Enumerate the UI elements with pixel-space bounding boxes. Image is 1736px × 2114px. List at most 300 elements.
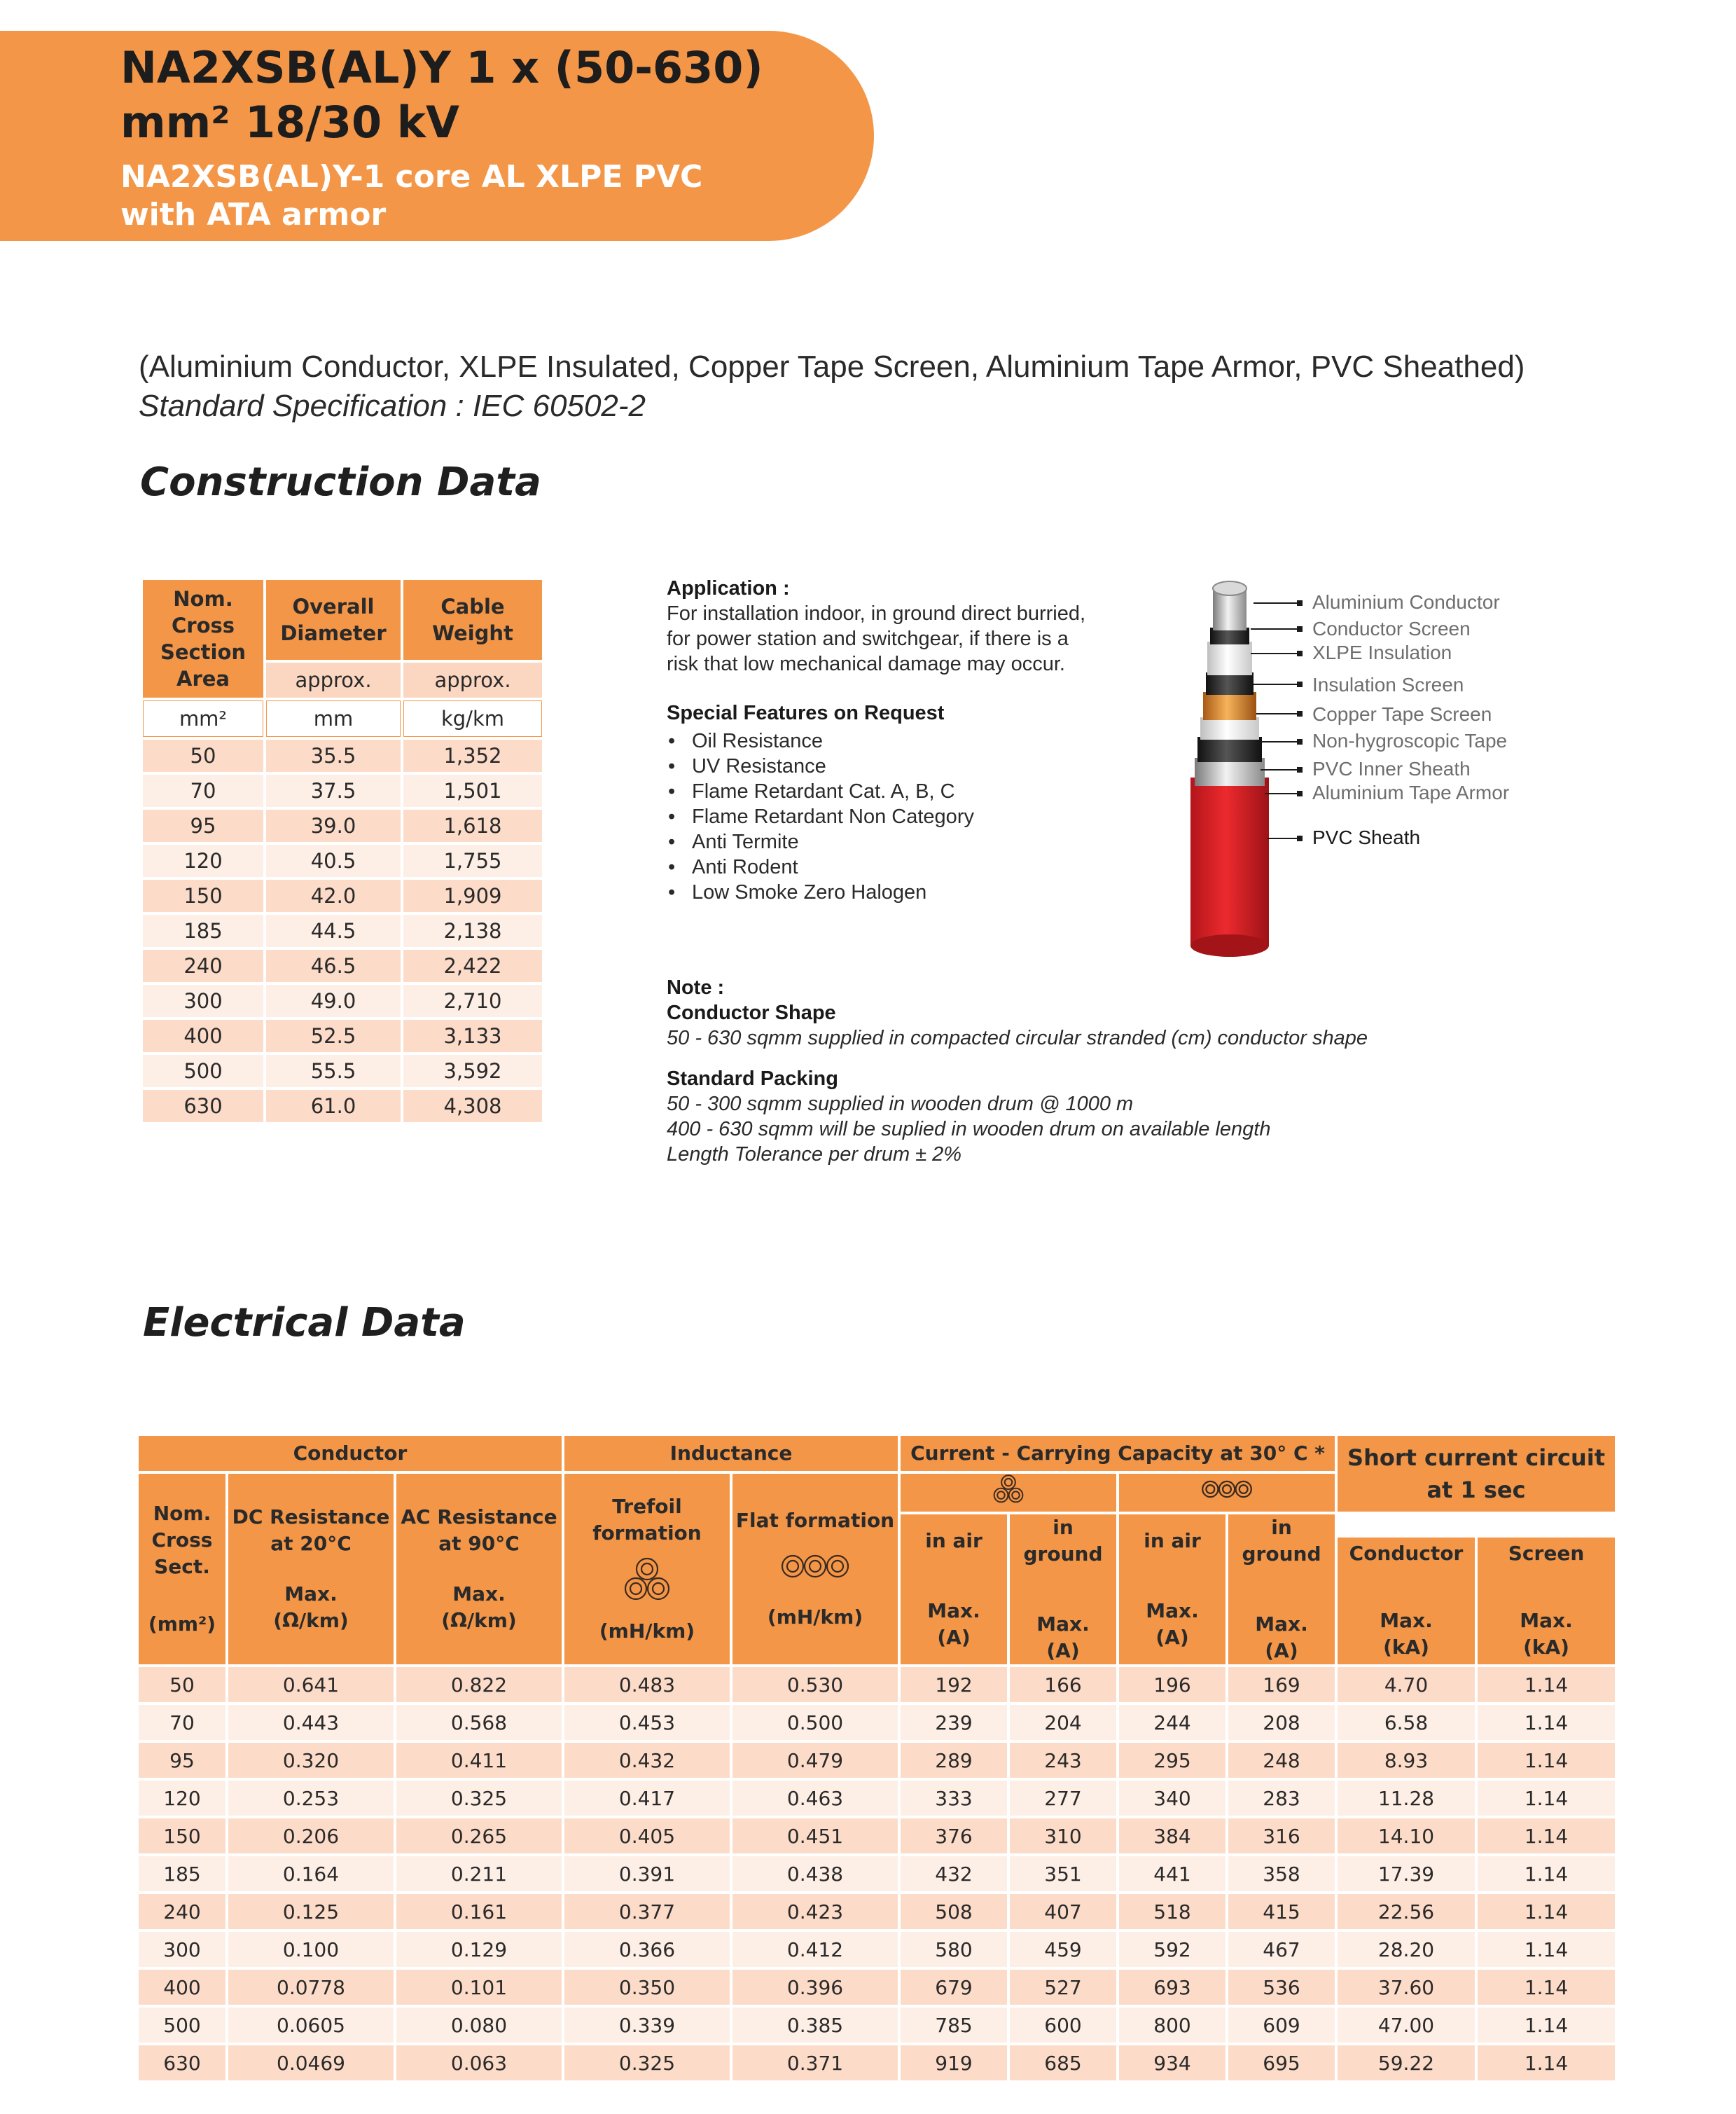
header-weight: Cable Weight xyxy=(403,580,542,660)
header-flat-in-ground xyxy=(1228,1514,1335,1664)
table-cell: 0.0605 xyxy=(228,2008,394,2043)
table-cell: 44.5 xyxy=(266,915,401,947)
header-in-air-label: in air xyxy=(925,1529,982,1552)
table-cell: 95 xyxy=(139,1743,225,1778)
table-cell: 500 xyxy=(143,1055,263,1087)
header-ac-label: AC Resistance at 90°C xyxy=(401,1505,557,1555)
flat-formation-small-icon xyxy=(1201,1479,1253,1500)
capacity-flat-group xyxy=(1119,1474,1335,1512)
table-row xyxy=(139,1970,1615,2005)
table-cell: 6.58 xyxy=(1338,1705,1475,1740)
header-a-unit: (A) xyxy=(1155,1626,1189,1649)
conductor-shape-text: 50 - 630 sqmm supplied in compacted circular stranded (cm) conductor shape xyxy=(667,1027,1368,1049)
standard-specification: Standard Specification : IEC 60502-2 xyxy=(139,389,646,423)
header-dc-unit: (Ω/km) xyxy=(273,1609,349,1632)
table-cell: 1,618 xyxy=(403,810,542,842)
table-cell: 800 xyxy=(1119,2008,1225,2043)
table-row xyxy=(143,880,542,912)
table-cell: 37.60 xyxy=(1338,1970,1475,2005)
table-cell: 204 xyxy=(1010,1705,1116,1740)
unit-cross-section: mm² xyxy=(143,700,263,737)
group-short-circuit: Short current circuit at 1 sec xyxy=(1338,1436,1615,1512)
table-cell: 1.14 xyxy=(1478,1856,1615,1891)
table-cell: 11.28 xyxy=(1338,1781,1475,1816)
table-cell: 8.93 xyxy=(1338,1743,1475,1778)
page-title: NA2XSB(AL)Y 1 x (50-630) xyxy=(120,42,763,93)
table-cell: 0.101 xyxy=(396,1970,562,2005)
table-cell: 1.14 xyxy=(1478,1705,1615,1740)
table-row xyxy=(139,2045,1615,2080)
table-cell: 39.0 xyxy=(266,810,401,842)
application-line: For installation indoor, in ground direct burried, xyxy=(667,602,1086,625)
table-cell: 28.20 xyxy=(1338,1932,1475,1967)
layer-label: Aluminium Tape Armor xyxy=(1312,782,1510,803)
table-cell: 0.320 xyxy=(228,1743,394,1778)
table-cell: 0.129 xyxy=(396,1932,562,1967)
layer-label: PVC Inner Sheath xyxy=(1312,758,1471,780)
table-cell: 0.325 xyxy=(564,2045,730,2080)
header-screen-label: Screen xyxy=(1508,1542,1585,1566)
table-cell: 0.0778 xyxy=(228,1970,394,2005)
table-row xyxy=(139,1856,1615,1891)
layer-label: XLPE Insulation xyxy=(1312,642,1452,663)
special-features-section xyxy=(667,700,1171,905)
construction-rows xyxy=(143,740,542,1122)
header-trefoil xyxy=(564,1474,730,1664)
table-cell: 61.0 xyxy=(266,1090,401,1122)
header-short-conductor xyxy=(1338,1538,1475,1664)
feature-item: • UV Resistance xyxy=(667,754,1171,779)
header-a-unit: (A) xyxy=(1046,1639,1080,1662)
header-ac-max: Max. xyxy=(452,1582,506,1605)
table-cell: 0.253 xyxy=(228,1781,394,1816)
header-a-unit: (A) xyxy=(1265,1639,1298,1662)
table-cell: 695 xyxy=(1228,2045,1335,2080)
table-cell: 376 xyxy=(901,1818,1007,1853)
table-cell: 0.385 xyxy=(732,2008,898,2043)
table-cell: 49.0 xyxy=(266,985,401,1017)
table-cell: 2,710 xyxy=(403,985,542,1017)
table-cell: 0.265 xyxy=(396,1818,562,1853)
table-cell: 283 xyxy=(1228,1781,1335,1816)
table-cell: 0.500 xyxy=(732,1705,898,1740)
table-cell: 0.206 xyxy=(228,1818,394,1853)
table-cell: 0.423 xyxy=(732,1894,898,1929)
table-cell: 50 xyxy=(143,740,263,772)
leader-dot xyxy=(1297,626,1303,632)
table-cell: 536 xyxy=(1228,1970,1335,2005)
page-subtitle-line2: with ATA armor xyxy=(120,197,387,233)
electrical-rows xyxy=(139,1667,1615,2080)
table-row xyxy=(143,1055,542,1087)
header-ka-unit: (kA) xyxy=(1523,1636,1569,1659)
header-flat xyxy=(732,1474,898,1664)
table-cell: 14.10 xyxy=(1338,1818,1475,1853)
packing-line: 400 - 630 sqmm will be suplied in wooden drum on available length xyxy=(667,1118,1271,1140)
table-cell: 0.325 xyxy=(396,1781,562,1816)
leader-dot xyxy=(1297,739,1303,745)
table-cell: 333 xyxy=(901,1781,1007,1816)
layer-label: PVC Sheath xyxy=(1312,827,1421,848)
table-cell: 2,138 xyxy=(403,915,542,947)
table-cell: 0.391 xyxy=(564,1856,730,1891)
table-cell: 459 xyxy=(1010,1932,1116,1967)
table-cell: 0.063 xyxy=(396,2045,562,2080)
weight-approx: approx. xyxy=(403,663,542,698)
electrical-table xyxy=(136,1433,1618,2083)
table-cell: 1.14 xyxy=(1478,1743,1615,1778)
leader-line xyxy=(1261,769,1301,771)
header-max: Max. xyxy=(1146,1599,1199,1622)
table-cell: 40.5 xyxy=(266,845,401,877)
table-cell: 580 xyxy=(901,1932,1007,1967)
header-flat-in-air xyxy=(1119,1514,1225,1664)
leader-line xyxy=(1256,713,1301,714)
header-max: Max. xyxy=(1520,1609,1573,1633)
leader-line xyxy=(1261,741,1301,742)
header-ac-unit: (Ω/km) xyxy=(441,1609,517,1632)
leader-line xyxy=(1254,684,1301,685)
leader-dot xyxy=(1297,682,1303,687)
flat-formation-icon xyxy=(780,1552,850,1580)
conductor-shape-title: Conductor Shape xyxy=(667,1002,836,1024)
header-in-air-label: in air xyxy=(1144,1529,1201,1552)
table-cell: 527 xyxy=(1010,1970,1116,2005)
table-cell: 1.14 xyxy=(1478,2045,1615,2080)
table-cell: 70 xyxy=(143,775,263,807)
table-cell: 0.451 xyxy=(732,1818,898,1853)
table-cell: 277 xyxy=(1010,1781,1116,1816)
feature-item: • Low Smoke Zero Halogen xyxy=(667,880,1171,905)
layer-label: Conductor Screen xyxy=(1312,618,1471,640)
table-cell: 3,592 xyxy=(403,1055,542,1087)
header-max: Max. xyxy=(1255,1612,1308,1636)
unit-weight: kg/km xyxy=(403,700,542,737)
leader-line xyxy=(1251,628,1301,630)
header-cross-section: Nom. Cross Section Area xyxy=(143,580,263,698)
table-cell: 185 xyxy=(139,1856,225,1891)
xlpe-insulation-layer xyxy=(1207,642,1252,675)
standard-packing-title: Standard Packing xyxy=(667,1068,838,1090)
leader-dot xyxy=(1297,791,1303,796)
table-cell: 0.411 xyxy=(396,1743,562,1778)
table-cell: 169 xyxy=(1228,1667,1335,1702)
table-row xyxy=(139,1743,1615,1778)
capacity-trefoil-group xyxy=(901,1474,1116,1512)
copper-tape-screen-layer xyxy=(1203,692,1256,720)
header-dc-max: Max. xyxy=(284,1582,338,1605)
table-cell: 0.483 xyxy=(564,1667,730,1702)
description-text: (Aluminium Conductor, XLPE Insulated, Copper Tape Screen, Aluminium Tape Armor, PVC Sheathed) xyxy=(139,350,1525,384)
table-cell: 22.56 xyxy=(1338,1894,1475,1929)
notes-section xyxy=(667,975,1577,1167)
table-cell: 248 xyxy=(1228,1743,1335,1778)
header-in-ground-label: in ground xyxy=(1023,1516,1103,1566)
header-spacer xyxy=(1338,1514,1615,1535)
table-cell: 240 xyxy=(143,950,263,982)
table-cell: 47.00 xyxy=(1338,2008,1475,2043)
insulation-screen-layer xyxy=(1206,672,1254,695)
special-features-title: Special Features on Request xyxy=(667,702,945,724)
table-cell: 351 xyxy=(1010,1856,1116,1891)
table-cell: 310 xyxy=(1010,1818,1116,1853)
table-cell: 289 xyxy=(901,1743,1007,1778)
table-cell: 518 xyxy=(1119,1894,1225,1929)
table-cell: 120 xyxy=(139,1781,225,1816)
table-cell: 295 xyxy=(1119,1743,1225,1778)
table-cell: 1.14 xyxy=(1478,1894,1615,1929)
feature-item: • Oil Resistance xyxy=(667,728,1171,754)
table-cell: 1.14 xyxy=(1478,1932,1615,1967)
table-cell: 120 xyxy=(143,845,263,877)
table-cell: 0.339 xyxy=(564,2008,730,2043)
header-trefoil-unit: (mH/km) xyxy=(599,1619,695,1643)
table-cell: 0.568 xyxy=(396,1705,562,1740)
table-cell: 0.350 xyxy=(564,1970,730,2005)
table-cell: 500 xyxy=(139,2008,225,2043)
table-cell: 600 xyxy=(1010,2008,1116,2043)
table-cell: 208 xyxy=(1228,1705,1335,1740)
table-row xyxy=(139,1667,1615,1702)
diameter-approx: approx. xyxy=(266,663,401,698)
group-inductance: Inductance xyxy=(564,1436,898,1471)
table-cell: 2,422 xyxy=(403,950,542,982)
table-cell: 919 xyxy=(901,2045,1007,2080)
table-row xyxy=(139,1932,1615,1967)
pvc-sheath-layer xyxy=(1190,778,1269,946)
table-cell: 4,308 xyxy=(403,1090,542,1122)
table-cell: 1,909 xyxy=(403,880,542,912)
header-dc-label: DC Resistance at 20°C xyxy=(232,1505,390,1555)
table-cell: 0.412 xyxy=(732,1932,898,1967)
table-cell: 400 xyxy=(139,1970,225,2005)
table-cell: 1.14 xyxy=(1478,1781,1615,1816)
table-row xyxy=(139,2008,1615,2043)
table-cell: 0.432 xyxy=(564,1743,730,1778)
table-cell: 0.0469 xyxy=(228,2045,394,2080)
table-cell: 300 xyxy=(139,1932,225,1967)
header-max: Max. xyxy=(927,1599,980,1622)
table-cell: 52.5 xyxy=(266,1020,401,1052)
header-trefoil-label: Trefoil formation xyxy=(592,1495,702,1545)
table-cell: 1.14 xyxy=(1478,2008,1615,2043)
application-section xyxy=(667,576,1171,677)
table-cell: 0.161 xyxy=(396,1894,562,1929)
leader-dot xyxy=(1297,767,1303,773)
table-cell: 17.39 xyxy=(1338,1856,1475,1891)
table-cell: 400 xyxy=(143,1020,263,1052)
table-cell: 609 xyxy=(1228,2008,1335,2043)
table-cell: 508 xyxy=(901,1894,1007,1929)
note-title: Note : xyxy=(667,976,725,999)
table-cell: 95 xyxy=(143,810,263,842)
table-cell: 0.641 xyxy=(228,1667,394,1702)
table-cell: 37.5 xyxy=(266,775,401,807)
table-cell: 0.417 xyxy=(564,1781,730,1816)
table-row xyxy=(143,915,542,947)
header-max: Max. xyxy=(1036,1612,1090,1636)
header-in-ground-label: in ground xyxy=(1242,1516,1321,1566)
header-max: Max. xyxy=(1380,1609,1433,1633)
header-nom-unit: (mm²) xyxy=(148,1612,216,1636)
table-cell: 358 xyxy=(1228,1856,1335,1891)
table-cell: 50 xyxy=(139,1667,225,1702)
header-ka-unit: (kA) xyxy=(1383,1636,1429,1659)
header-short-screen xyxy=(1478,1538,1615,1664)
table-cell: 432 xyxy=(901,1856,1007,1891)
table-cell: 243 xyxy=(1010,1743,1116,1778)
leader-dot xyxy=(1297,836,1303,841)
page-subtitle: NA2XSB(AL)Y-1 core AL XLPE PVC xyxy=(120,159,703,195)
table-cell: 0.453 xyxy=(564,1705,730,1740)
table-cell: 55.5 xyxy=(266,1055,401,1087)
table-row xyxy=(143,1020,542,1052)
table-cell: 244 xyxy=(1119,1705,1225,1740)
table-row xyxy=(143,845,542,877)
table-cell: 35.5 xyxy=(266,740,401,772)
table-cell: 1.14 xyxy=(1478,1667,1615,1702)
table-row xyxy=(139,1705,1615,1740)
table-cell: 46.5 xyxy=(266,950,401,982)
page-title-line2: mm² 18/30 kV xyxy=(120,97,459,148)
table-cell: 407 xyxy=(1010,1894,1116,1929)
table-cell: 0.125 xyxy=(228,1894,394,1929)
table-cell: 70 xyxy=(139,1705,225,1740)
table-row xyxy=(139,1894,1615,1929)
trefoil-formation-icon xyxy=(623,1556,672,1603)
table-cell: 42.0 xyxy=(266,880,401,912)
leader-line xyxy=(1265,793,1301,794)
table-row xyxy=(143,775,542,807)
leader-dot xyxy=(1297,600,1303,606)
header-trefoil-in-ground xyxy=(1010,1514,1116,1664)
table-cell: 0.530 xyxy=(732,1667,898,1702)
header-diameter: Overall Diameter xyxy=(266,580,401,660)
leader-line xyxy=(1251,653,1301,654)
table-cell: 0.405 xyxy=(564,1818,730,1853)
table-cell: 239 xyxy=(901,1705,1007,1740)
table-cell: 467 xyxy=(1228,1932,1335,1967)
header-nom-label: Nom. Cross Sect. xyxy=(151,1502,213,1578)
table-cell: 685 xyxy=(1010,2045,1116,2080)
layer-label: Aluminium Conductor xyxy=(1312,591,1500,613)
cable-cross-section-illustration xyxy=(1183,574,1310,967)
application-line: risk that low mechanical damage may occur. xyxy=(667,653,1065,675)
table-cell: 0.211 xyxy=(396,1856,562,1891)
table-cell: 166 xyxy=(1010,1667,1116,1702)
table-row xyxy=(143,740,542,772)
table-cell: 240 xyxy=(139,1894,225,1929)
feature-item: • Anti Termite xyxy=(667,829,1171,855)
application-line: for power station and switchgear, if there is a xyxy=(667,628,1069,650)
table-cell: 934 xyxy=(1119,2045,1225,2080)
table-cell: 185 xyxy=(143,915,263,947)
layer-label: Insulation Screen xyxy=(1312,674,1464,696)
table-cell: 59.22 xyxy=(1338,2045,1475,2080)
table-cell: 0.377 xyxy=(564,1894,730,1929)
table-cell: 0.371 xyxy=(732,2045,898,2080)
table-cell: 693 xyxy=(1119,1970,1225,2005)
table-cell: 0.396 xyxy=(732,1970,898,2005)
table-cell: 192 xyxy=(901,1667,1007,1702)
table-cell: 384 xyxy=(1119,1818,1225,1853)
table-cell: 1,501 xyxy=(403,775,542,807)
table-cell: 1.14 xyxy=(1478,1818,1615,1853)
feature-item: • Flame Retardant Non Category xyxy=(667,804,1171,829)
table-row xyxy=(143,1090,542,1122)
construction-heading: Construction Data xyxy=(140,460,541,505)
header-conductor-label: Conductor xyxy=(1349,1542,1464,1566)
header-nom-cross-sect xyxy=(139,1474,225,1664)
header-dc-resistance xyxy=(228,1474,394,1664)
table-cell: 630 xyxy=(139,2045,225,2080)
table-cell: 441 xyxy=(1119,1856,1225,1891)
header-trefoil-in-air xyxy=(901,1514,1007,1664)
table-cell: 0.164 xyxy=(228,1856,394,1891)
table-cell: 0.479 xyxy=(732,1743,898,1778)
group-current-capacity: Current - Carrying Capacity at 30° C * xyxy=(901,1436,1335,1471)
table-cell: 316 xyxy=(1228,1818,1335,1853)
product-description xyxy=(139,347,1539,426)
table-cell: 679 xyxy=(901,1970,1007,2005)
trefoil-formation-small-icon xyxy=(992,1474,1025,1505)
table-cell: 0.463 xyxy=(732,1781,898,1816)
electrical-heading: Electrical Data xyxy=(143,1300,466,1346)
table-cell: 0.080 xyxy=(396,2008,562,2043)
leader-dot xyxy=(1297,651,1303,656)
leader-line xyxy=(1268,838,1301,839)
feature-item: • Flame Retardant Cat. A, B, C xyxy=(667,779,1171,804)
table-cell: 1,352 xyxy=(403,740,542,772)
table-cell: 415 xyxy=(1228,1894,1335,1929)
table-row xyxy=(143,810,542,842)
feature-item: • Anti Rodent xyxy=(667,855,1171,880)
pvc-inner-sheath-layer xyxy=(1197,737,1262,762)
table-cell: 0.443 xyxy=(228,1705,394,1740)
table-row xyxy=(139,1818,1615,1853)
group-conductor: Conductor xyxy=(139,1436,562,1471)
header-flat-label: Flat formation xyxy=(735,1509,895,1532)
table-cell: 4.70 xyxy=(1338,1667,1475,1702)
packing-line: 50 - 300 sqmm supplied in wooden drum @ 1000 m xyxy=(667,1093,1134,1115)
table-cell: 150 xyxy=(143,880,263,912)
table-row xyxy=(143,950,542,982)
leader-dot xyxy=(1297,711,1303,717)
construction-table xyxy=(140,577,545,1125)
table-cell: 0.822 xyxy=(396,1667,562,1702)
table-cell: 1,755 xyxy=(403,845,542,877)
header-flat-unit: (mH/km) xyxy=(767,1605,863,1629)
table-cell: 592 xyxy=(1119,1932,1225,1967)
table-cell: 0.100 xyxy=(228,1932,394,1967)
packing-line: Length Tolerance per drum ± 2% xyxy=(667,1143,962,1166)
table-cell: 300 xyxy=(143,985,263,1017)
header-a-unit: (A) xyxy=(937,1626,971,1649)
unit-diameter: mm xyxy=(266,700,401,737)
table-cell: 150 xyxy=(139,1818,225,1853)
table-cell: 785 xyxy=(901,2008,1007,2043)
header-ac-resistance xyxy=(396,1474,562,1664)
application-title: Application : xyxy=(667,577,790,600)
non-hygroscopic-tape-layer xyxy=(1200,717,1259,740)
leader-line xyxy=(1254,602,1301,604)
table-cell: 340 xyxy=(1119,1781,1225,1816)
table-cell: 0.366 xyxy=(564,1932,730,1967)
layer-label: Non-hygroscopic Tape xyxy=(1312,730,1508,752)
table-row xyxy=(143,985,542,1017)
table-cell: 0.438 xyxy=(732,1856,898,1891)
table-cell: 196 xyxy=(1119,1667,1225,1702)
